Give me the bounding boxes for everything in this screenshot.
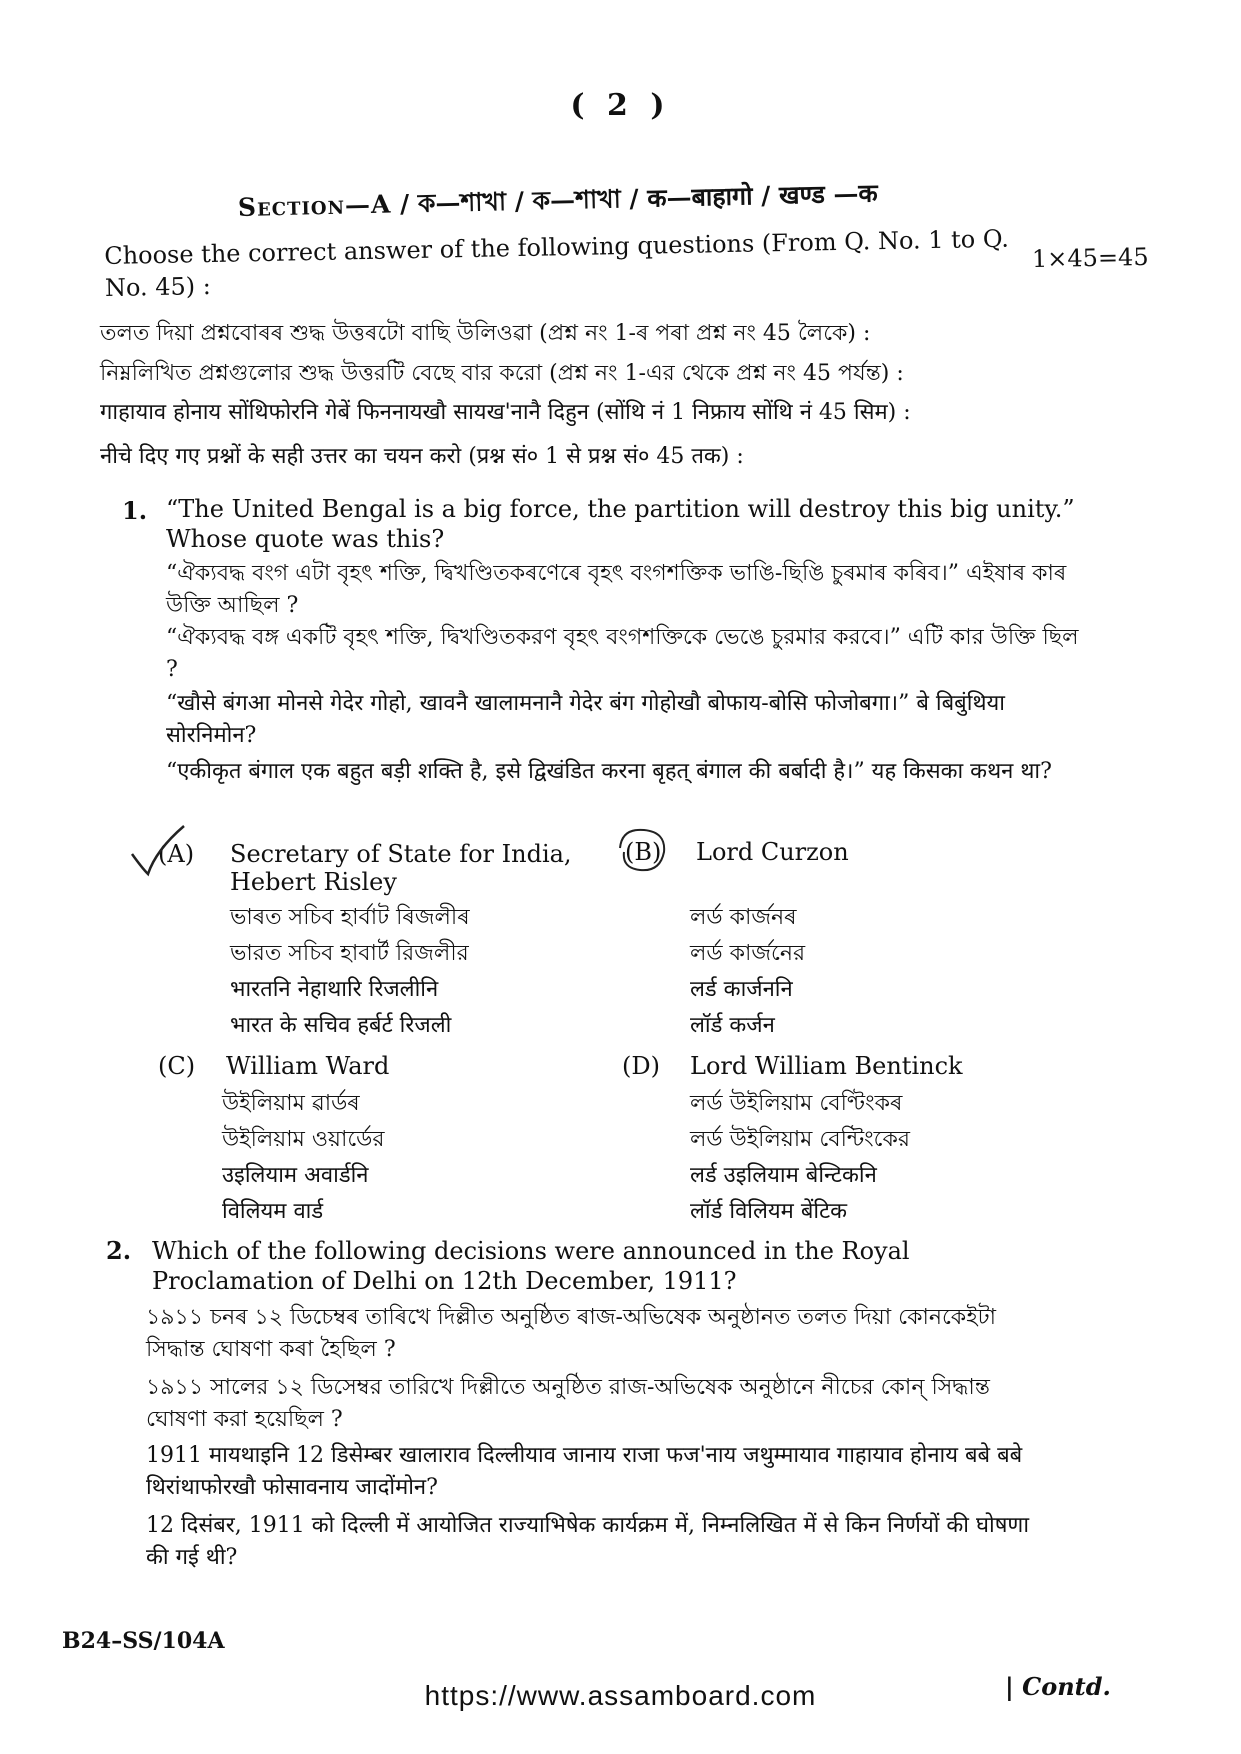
option-a-tr-1: ভাৰত সচিব হাৰ্বাট ৰিজলীৰ — [230, 905, 470, 930]
option-a-tr-2: ভারত সচিব হাবার্ট রিজলীর — [230, 941, 469, 966]
section-title-english: Section—A — [237, 189, 392, 222]
option-a-text[interactable]: Secretary of State for India, Hebert Risley — [230, 840, 572, 896]
question-1-bodo: “खौसे बंगआ मोनसे गेदेर गोहो, खावनै खालामनानै गेदेर बंग गोहोखौ बोफाय-बोसि फोजोबगा।” बे बिबुंथिया सोरनिमोन? — [166, 691, 1005, 748]
question-2-assamese: ১৯১১ চনৰ ১২ ডিচেম্বৰ তাৰিখে দিল্লীত অনুষ্ঠিত ৰাজ-অভিষেক অনুষ্ঠানত তলত দিয়া কোনকেইটা সিদ্ধান্ত ঘোষণা কৰা হৈছিল ? — [146, 1305, 997, 1362]
marks-allocation: 1×45=45 — [1031, 242, 1149, 274]
question-number: 1. — [122, 496, 148, 525]
question-number: 2. — [106, 1236, 132, 1265]
question-2-bodo: 1911 मायथाइनि 12 डिसेम्बर खालाराव दिल्लीयाव जानाय राजा फज'नाय जथुम्मायाव गाहायाव होनाय बबे बबे थिरांथाफोरखौ फोसावनाय जादोंमोन? — [146, 1443, 1023, 1500]
section-title-local: / ক—শাখা / ক—শাখা / क—बाहागो / खण्ड —क — [391, 178, 878, 219]
section-title — [238, 170, 1039, 231]
page-number: ( 2 ) — [570, 88, 671, 123]
option-d-label[interactable]: (D) — [622, 1052, 660, 1080]
continued-note: | Contd. — [1005, 1672, 1111, 1701]
option-b-tr-2: লর্ড কার্জনের — [690, 941, 806, 966]
question-1-hindi: “एकीकृत बंगाल एक बहुत बड़ी शक्ति है, इसे द्विखंडित करना बृहत् बंगाल की बर्बादी है।” यह किसका कथन था? — [166, 759, 1052, 784]
option-a-label[interactable]: (A) — [158, 840, 195, 868]
paper-code: B24–SS/104A — [62, 1628, 225, 1654]
question-2-bengali: ১৯১১ সালের ১২ ডিসেম্বর তারিখে দিল্লীতে অনুষ্ঠিত রাজ-অভিষেক অনুষ্ঠানে নীচের কোন্ সিদ্ধান্ত ঘোষণা করা হয়েছিল ? — [146, 1375, 990, 1432]
option-d-tr-3: लर्ड उइलियाम बेन्टिकनि — [690, 1163, 877, 1188]
instruction-assamese: তলত দিয়া প্ৰশ্নবোৰৰ শুদ্ধ উত্তৰটো বাছি উলিওৱা (প্ৰশ্ন নং 1-ৰ পৰা প্ৰশ্ন নং 45 লৈকে) : — [100, 321, 871, 346]
option-b-label[interactable]: (B) — [625, 838, 662, 866]
option-b-text[interactable]: Lord Curzon — [696, 838, 849, 866]
option-d-tr-1: লৰ্ড উইলিয়াম বেণ্টিংকৰ — [690, 1091, 903, 1116]
option-d-text[interactable]: Lord William Bentinck — [690, 1052, 963, 1080]
option-d-tr-4: लॉर्ड विलियम बेंटिक — [690, 1199, 848, 1224]
option-c-tr-1: উইলিয়াম ৱাৰ্ডৰ — [222, 1091, 360, 1116]
question-1-bengali: “ঐক্যবদ্ধ বঙ্গ একটি বৃহৎ শক্তি, দ্বিখণ্ডিতকরণ বৃহৎ বংগশক্তিকে ভেঙে চুরমার করবে।” এটি কার উক্তি ছিল ? — [166, 625, 1079, 682]
question-1-assamese: “ঐক্যবদ্ধ বংগ এটা বৃহৎ শক্তি, দ্বিখণ্ডিতকৰণেৰে বৃহৎ বংগশক্তিক ভাঙি-ছিঙি চুৰমাৰ কৰিব।” এইষাৰ কাৰ উক্তি আছিল ? — [166, 561, 1067, 618]
option-c-label[interactable]: (C) — [158, 1052, 196, 1080]
question-2-english: Which of the following decisions were announced in the Royal Proclamation of Delhi on 12th December, 1911? — [152, 1237, 910, 1295]
handwritten-circle-mark — [612, 822, 672, 878]
option-a-tr-4: भारत के सचिव हर्बर्ट रिजली — [230, 1013, 452, 1038]
instruction-english: Choose the correct answer of the following questions (From Q. No. 1 to Q. No. 45) : — [104, 224, 1010, 302]
handwritten-tick-mark — [128, 820, 188, 880]
option-c-tr-2: উইলিয়াম ওয়ার্ডের — [222, 1127, 385, 1152]
option-c-text[interactable]: William Ward — [226, 1052, 390, 1080]
option-b-tr-4: लॉर्ड कर्जन — [690, 1013, 775, 1038]
source-url[interactable]: https://www.assamboard.com — [424, 1680, 817, 1711]
question-1-english: “The United Bengal is a big force, the partition will destroy this big unity.” Whose quote was this? — [166, 495, 1075, 553]
option-c-tr-3: उइलियाम अवार्डनि — [222, 1163, 369, 1188]
instruction-bodo: गाहायाव होनाय सोंथिफोरनि गेबें फिननायखौ सायख'नानै दिहुन (सोंथि नं 1 निफ्राय सोंथि नं 45 सिम) : — [100, 400, 911, 425]
option-c-tr-4: विलियम वार्ड — [222, 1199, 324, 1224]
instruction-bengali: নিম্নলিখিত প্রশ্নগুলোর শুদ্ধ উত্তরটি বেছে বার করো (প্রশ্ন নং 1-এর থেকে প্রশ্ন নং 45 পর্যন্ত) : — [100, 361, 904, 386]
option-b-tr-3: लर्ड कार्जननि — [690, 977, 793, 1002]
question-2-hindi: 12 दिसंबर, 1911 को दिल्ली में आयोजित राज्याभिषेक कार्यक्रम में, निम्नलिखित में से किन निर्णयों की घोषणा की गई थी? — [146, 1513, 1030, 1570]
option-b-tr-1: লৰ্ড কাৰ্জনৰ — [690, 905, 797, 930]
option-a-tr-3: भारतनि नेहाथारि रिजलीनि — [230, 977, 439, 1002]
instruction-hindi: नीचे दिए गए प्रश्नों के सही उत्तर का चयन करो (प्रश्न सं० 1 से प्रश्न सं० 45 तक) : — [100, 444, 744, 469]
option-d-tr-2: লর্ড উইলিয়াম বেন্টিংকের — [690, 1127, 910, 1152]
